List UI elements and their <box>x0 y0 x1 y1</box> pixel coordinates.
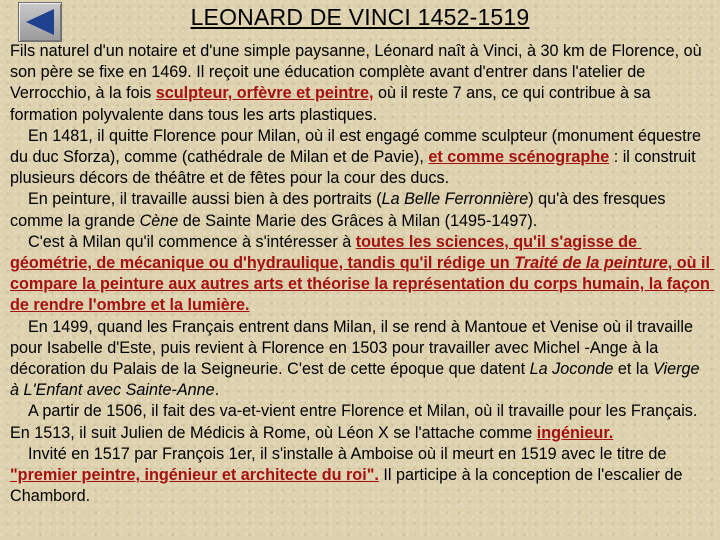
text: et la <box>613 360 653 379</box>
treatise-title: Traité de la peinture <box>514 254 668 273</box>
text: : il construit plusieurs décors de théâtre et de fêtes pour la cour des ducs. <box>10 148 701 188</box>
text: Invité en 1517 par François 1er, il s'installe à Amboise où il meurt en 1519 avec le titre de <box>10 444 671 463</box>
artwork-title: La Belle Ferronnière <box>381 190 529 209</box>
highlight-text: "premier peintre, ingénieur et architecte du roi". <box>10 466 379 485</box>
paragraph-intro <box>10 41 712 126</box>
highlight-text: , où il compare la peinture aux autres arts et théorise la représentation du corps humain, la façon de rendre l'ombre et la lumière. <box>10 254 715 315</box>
artwork-title: La Joconde <box>529 360 614 379</box>
paragraph-painting <box>10 189 712 231</box>
paragraph-1506 <box>10 401 712 443</box>
document-body <box>10 41 715 507</box>
text: où il reste 7 ans, ce qui contribue à sa formation polyvalente dans tous les arts plastiques. <box>10 84 651 124</box>
highlight-text: ingénieur. <box>536 423 614 442</box>
paragraph-1499 <box>10 317 712 402</box>
text: A partir de 1506, il fait des va-et-vient entre Florence et Milan, où il travaille pour les Français. En 1513, il suit Julien de Médicis à Rome, où Léon X se l'attache comme <box>10 402 702 442</box>
text: En peinture, il travaille aussi bien à des portraits ( <box>10 190 382 209</box>
paragraph-1517 <box>10 444 712 508</box>
highlight-text: et comme scénographe <box>428 148 610 167</box>
text: C'est à Milan qu'il commence à s'intéresser à <box>10 232 356 251</box>
text: de Sainte Marie des Grâces à Milan (1495-1497). <box>178 211 538 230</box>
text: . <box>214 381 220 400</box>
text: En 1499, quand les Français entrent dans Milan, il se rend à Mantoue et Venise où il travaille pour Isabelle d'Este, puis revient à Florence en 1503 pour travailler avec Michel -Ange à la décoration du Palais de la Seigneurie. C'est de cette époque que datent <box>10 317 698 379</box>
highlight-text: toutes les sciences, qu'il s'agisse de géométrie, de mécanique ou d'hydraulique, tandis qu'il rédige un <box>10 232 642 273</box>
text: Fils naturel d'un notaire et d'une simple paysanne, Léonard naît à Vinci, à 30 km de Florence, où son père se fixe en 1469. Il reçoit une éducation complète avant d'entrer dans l'atelier de Verrocchio, à la fois <box>10 42 702 103</box>
paragraph-sciences <box>10 232 715 317</box>
artwork-title: Vierge à L'Enfant avec Sainte-Anne <box>10 360 704 400</box>
text: En 1481, il quitte Florence pour Milan, où il est engagé comme sculpteur (monument équestre du duc Sforza), comme (cathédrale de Milan et de Pavie), <box>10 126 706 167</box>
text: ) qu'à des fresques comme la grande <box>10 190 670 230</box>
text: Il participe à la conception de l'escalier de Chambord. <box>10 466 688 506</box>
highlight-text: sculpteur, orfèvre et peintre, <box>155 84 374 103</box>
page-title: LEONARD DE VINCI 1452-1519 <box>190 4 530 30</box>
artwork-title: Cène <box>139 211 179 230</box>
paragraph-milan <box>10 126 712 190</box>
